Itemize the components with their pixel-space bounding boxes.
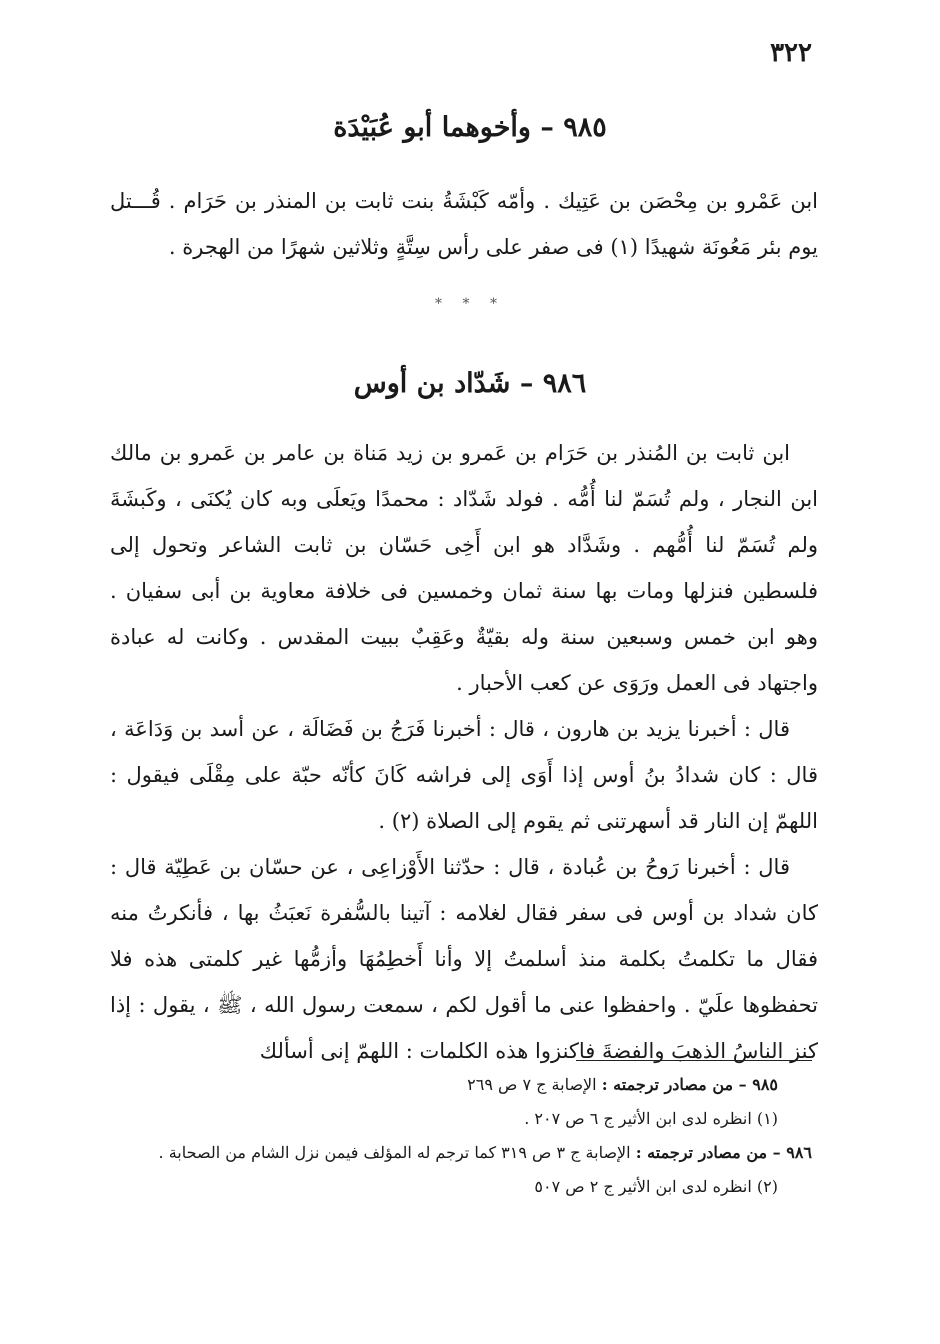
footnote-source-985: [120, 1068, 812, 1102]
footnote-1: [120, 1102, 812, 1136]
footnote-divider: [576, 1060, 812, 1061]
entry-heading-986: ٩٨٦ – شَدّاد بن أوس: [353, 368, 587, 399]
paragraph: قال : أخبرنا يزيد بن هارون ، قال : أخبرنا فَرَجُ بن فَضَالَة ، عن أسد بن وَدَاعَة ، قال : كان شدادُ بنُ أوس إذا أَوَى إلى فراشه كَانَ كأنّه حبّة على مِقْلَى فيقول : اللهمّ إن النار قد أسهرتنى ثم يقوم إلى الصلاة (٢) .: [110, 717, 818, 833]
paragraph: ابن ثابت بن المُنذر بن حَرَام بن عَمرو بن زيد مَناة بن عامر بن عَمرو بن مالك ابن النجار ، ولم تُسَمّ لنا أُمُّه . فولد شَدّاد : محمدًا ويَعلَى وبه كان يُكنَى ، وكَبشَةَ ولم تُسَمّ لنا أُمُّهم . وشَدَّاد هو ابن أَخِى حَسّان بن ثابت الشاعر وتحول إلى فلسطين فنزلها ومات بها سنة ثمان وخمسين فى خلافة معاوية بن أبى سفيان . وهو ابن خمس وسبعين سنة وله بقيّةٌ وعَقِبٌ ببيت المقدس . وكانت له عبادة واجتهاد فى العمل ورَوَى عن كعب الأحبار .: [110, 441, 818, 695]
entry-heading-985: ٩٨٥ – وأخوهما أبو عُبَيْدَة: [333, 112, 607, 143]
page-number: ٣٢٢: [770, 38, 812, 68]
footnote-label: ٩٨٥ – من مصادر ترجمته :: [601, 1075, 778, 1094]
footnote-source-986: [120, 1136, 812, 1170]
entry-body-985: [110, 178, 818, 270]
section-separator: * * *: [435, 296, 505, 312]
paragraph: قال : أخبرنا رَوحُ بن عُبادة ، قال : حدّثنا الأَوْزاعِى ، عن حسّان بن عَطِيّة قال : كان شداد بن أوس فى سفر فقال لغلامه : آتينا بالسُّفرة نَعبَثُ بها ، فأنكرتُ منه فقال ما تكلمتُ بكلمة منذ أسلمتُ إلا وأنا أَخطِمُهَا وأزمُّها غير كلمتى هذه فلا تحفظوها علَيّ . واحفظوا عنى ما أقول لكم ، سمعت رسول الله ، ﷺ ، يقول : إذا كنز الناسُ الذهبَ والفضةَ فاكنزوا هذه الكلمات : اللهمّ إنى أسألك: [110, 855, 818, 1063]
entry-body-986: [110, 430, 818, 1074]
footnote-2: [120, 1170, 812, 1204]
paragraph: ابن عَمْرو بن مِحْصَن بن عَتِيك . وأمّه كَبْشَةُ بنت ثابت بن المنذر بن حَرَام . قُـــتل يوم بئر مَعُونَة شهيدًا (١) فى صفر على رأس سِتَّةٍ وثلاثين شهرًا من الهجرة .: [110, 189, 818, 259]
footnotes: [120, 1068, 812, 1204]
footnote-label: ٩٨٦ – من مصادر ترجمته :: [635, 1143, 812, 1162]
footnote-text: (١) انظره لدى ابن الأثير ج ٦ ص ٢٠٧ .: [524, 1109, 778, 1128]
footnote-text: الإصابة ج ٣ ص ٣١٩ كما ترجم له المؤلف فيمن نزل الشام من الصحابة .: [158, 1143, 631, 1162]
footnote-text: الإصابة ج ٧ ص ٢٦٩: [467, 1075, 597, 1094]
footnote-text: (٢) انظره لدى ابن الأثير ج ٢ ص ٥٠٧: [534, 1177, 778, 1196]
